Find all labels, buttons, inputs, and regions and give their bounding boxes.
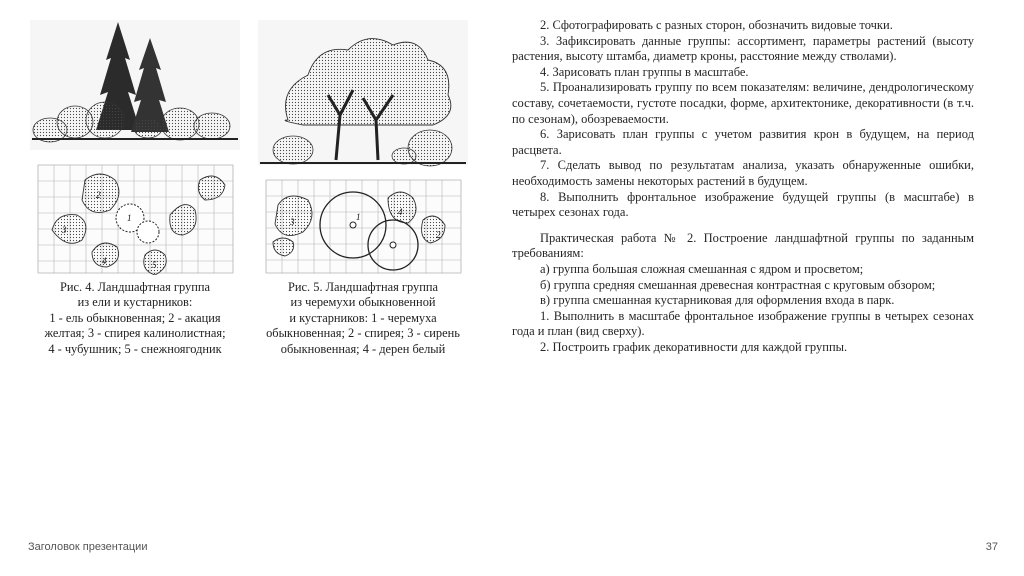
plan-label-5: 5 <box>152 260 157 270</box>
plan-label-3: 3 <box>290 217 295 227</box>
requirement-item: а) группа большая сложная смешанная с ядром и просветом; <box>540 261 864 276</box>
plan-shrub-2a <box>82 174 119 212</box>
plan-label-3: 3 <box>62 225 67 235</box>
figure-5-illustration <box>258 20 468 275</box>
task-item: 1. Выполнить в масштабе фронтальное изображение группы в четырех сезонах года и план (вид сверху). <box>512 308 974 339</box>
step-item: 3. Зафиксировать данные группы: ассортимент, параметры растений (высоту растения, высоту штамба, диаметр кроны, расстояние между стволами). <box>512 33 974 64</box>
plan-label-2: 2 <box>436 230 441 240</box>
figure-5-caption-line: обыкновенная; 4 - дерен белый <box>280 341 446 356</box>
step-item: 2. Сфотографировать с разных сторон, обозначить видовые точки. <box>540 18 893 32</box>
plan-label-1: 1 <box>127 213 132 223</box>
step-item: 8. Выполнить фронтальное изображение будущей группы (в масштабе) в четырех сезонах года. <box>512 189 974 220</box>
figure-4-caption-line: Рис. 4. Ландшафтная группа <box>60 280 210 294</box>
step-item: 5. Проанализировать группу по всем показателям: величине, дендрологическому составу, сочетаемости, густоте посадки, форме, архитектонике, декоративности (в т.ч. по сезонам), обозреваемости. <box>512 80 974 126</box>
figure-4-caption-line: 1 - ель обыкновенная; 2 - акация <box>49 310 221 325</box>
figure-4-caption-line: из ели и кустарников: <box>77 295 193 310</box>
figure-4-caption-line: желтая; 3 - спирея калинолистная; <box>44 326 226 341</box>
task-item: 2. Построить график декоративности для каждой группы. <box>540 339 848 354</box>
step-item: 4. Зарисовать план группы в масштабе. <box>540 64 749 79</box>
figure-4-caption-line: 4 - чубушник; 5 - снежноягодник <box>48 341 222 356</box>
plan-label-4: 4 <box>398 207 403 217</box>
presentation-title: Заголовок презентации <box>28 541 148 553</box>
plan-label-2: 2 <box>96 190 101 200</box>
plan-label-4: 4 <box>102 256 107 266</box>
step-item: 6. Зарисовать план группы с учетом развития крон в будущем, на период расцвета. <box>512 127 974 157</box>
figure-5-caption-line: Рис. 5. Ландшафтная группа <box>288 280 438 294</box>
figure-5-caption-line: из черемухи обыкновенной <box>290 295 436 310</box>
practical-work-title: Практическая работа № 2. Построение ландшафтной группы по заданным требованиям: <box>512 230 974 261</box>
instructions-text <box>512 18 974 355</box>
figure-4-caption <box>22 280 248 357</box>
requirement-item: в) группа смешанная кустарниковая для оформления входа в парк. <box>540 293 895 308</box>
figure-4-illustration <box>30 20 240 275</box>
step-item: 7. Сделать вывод по результатам анализа, указать обнаруженные ошибки, необходимость замены некоторых растений в будущем. <box>512 158 974 188</box>
figure-5-caption <box>250 280 476 357</box>
requirement-item: б) группа средняя смешанная древесная контрастная с круговым обзором; <box>540 277 936 292</box>
figure-5-caption-line: обыкновенная; 2 - спирея; 3 - сирень <box>266 326 460 341</box>
figure-5-caption-line: и кустарников: 1 - черемуха <box>289 310 437 325</box>
plan-label-1: 1 <box>356 212 361 222</box>
page-number: 37 <box>985 541 998 553</box>
